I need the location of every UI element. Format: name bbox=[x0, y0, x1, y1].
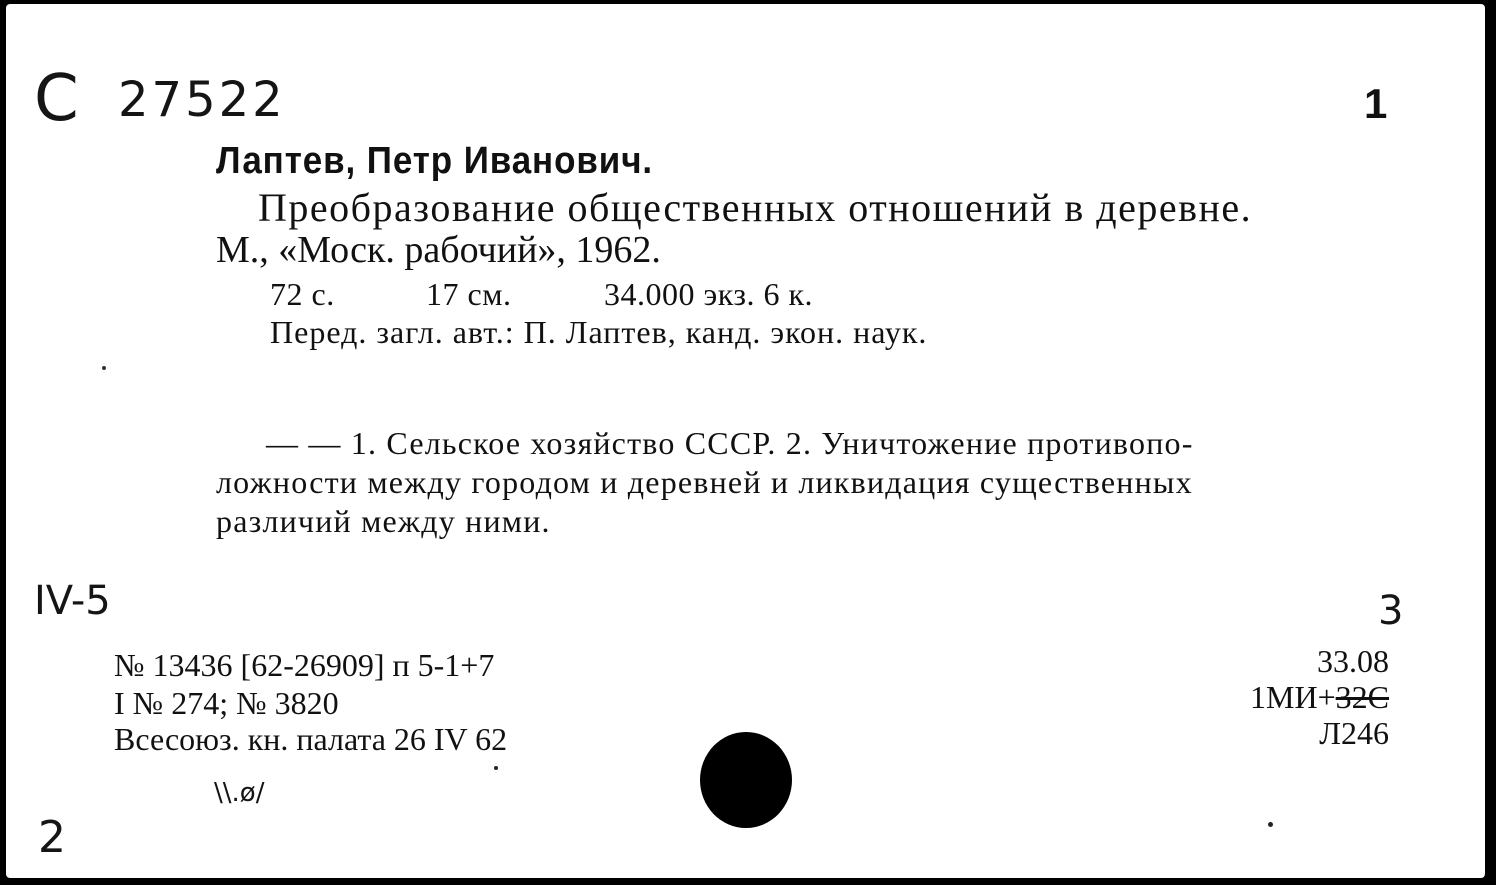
speck bbox=[1268, 822, 1273, 827]
registration-line-2: I № 274; № 3820 bbox=[114, 685, 339, 721]
registration-line-3: Всесоюз. кн. палата 26 IV 62 bbox=[114, 721, 508, 757]
speck bbox=[102, 366, 106, 370]
pages: 72 с. bbox=[270, 276, 335, 312]
subject-line-2: ложности между городом и деревней и ликвидация существенных bbox=[216, 464, 1193, 500]
handwritten-number: 3 bbox=[1378, 588, 1404, 634]
classification-code-2 bbox=[1250, 680, 1389, 714]
punch-hole bbox=[700, 732, 792, 828]
classification-code-2-struck: 32С bbox=[1335, 679, 1389, 715]
handwritten-code: IV-5 bbox=[34, 578, 111, 624]
author-heading: Лаптев, Петр Иванович. bbox=[216, 140, 654, 182]
subject-line-1: — — 1. Сельское хозяйство СССР. 2. Уничтожение противопо- bbox=[266, 425, 1194, 461]
speck bbox=[494, 766, 498, 770]
card-number: 1 bbox=[1364, 80, 1388, 127]
classification-code-2-prefix: 1МИ+ bbox=[1250, 679, 1336, 715]
book-title: Преобразование общественных отношений в деревне. bbox=[258, 185, 1253, 230]
catalog-card bbox=[6, 4, 1485, 878]
subject-line-3: различий между ними. bbox=[216, 503, 551, 539]
size: 17 см. bbox=[426, 276, 512, 312]
title-note: Перед. загл. авт.: П. Лаптев, канд. экон. наук. bbox=[270, 314, 928, 350]
shelfmark-number: 27522 bbox=[118, 72, 286, 128]
imprint: М., «Моск. рабочий», 1962. bbox=[216, 229, 661, 271]
classification-code-1: 33.08 bbox=[1317, 643, 1389, 679]
copies-price: 34.000 экз. 6 к. bbox=[604, 276, 814, 312]
registration-line-1: № 13436 [62-26909] п 5-1+7 bbox=[114, 647, 495, 683]
classification-code-3: Л246 bbox=[1319, 715, 1389, 751]
handwritten-corner-mark: 2 bbox=[38, 812, 66, 863]
shelfmark-prefix: С bbox=[34, 62, 79, 136]
handwritten-marks: \\.ø/ bbox=[214, 778, 265, 808]
